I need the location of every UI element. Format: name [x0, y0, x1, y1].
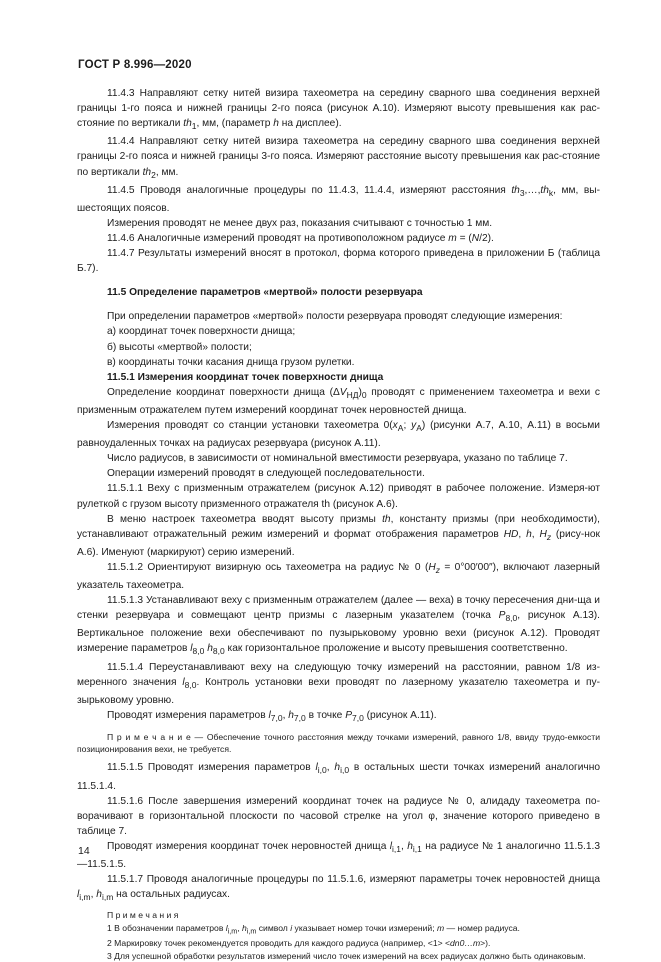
para-settings-menu: В меню настроек тахеометра вводят высоту призмы th, константу призмы (при необходимости), устанавливают отражательный режим измерений и формат отображения параметров HD, h, $H_z$ (рису-нок А.6). Именуют (маркируют) серию измерений.: [77, 513, 600, 558]
list-item: а) координат точек поверхности днища;: [107, 326, 296, 338]
para-bottom-coordinates: Определение координат поверхности днища $(\Delta V_{НД})_0$ проводят с применением тахеометра и вехи с призменным отражателем путем измерений координат точек неровностей днища.: [77, 386, 600, 416]
para-11-5-1-2: 11.5.1.2 Ориентируют визирную ось тахеометра на радиус № 0 $(H_z = 0^\circ 00'00'')$, включают лазерный указатель тахеометра.: [77, 561, 600, 592]
para-11-5-1-7: 11.5.1.7 Проводя аналогичные процедуры по 11.5.1.6, измеряют параметры точек неровностей днища $l_{i,m}$, $h_{i,m}$ на остальных радиусах.: [77, 874, 600, 903]
para-11-4-4: 11.4.4 Направляют сетку нитей визира тахеометра на середину сварного шва соединения верхней границы 2-го пояса и нижней границы 3-го пояса. Измеряют расстояние высоту превышения как рас-стояние по вертикали $th_2$, мм.: [77, 136, 600, 180]
para-measure-p7: Проводят измерения параметров $l_{7,0}$, $h_{7,0}$ в точке $P_{7,0}$ (рисунок А.11).: [107, 709, 437, 723]
notes-block: [77, 909, 600, 962]
page-body: [77, 86, 600, 962]
para-11-5-1-6: 11.5.1.6 После завершения измерений координат точек на радиусе № 0, алидаду тахеометра по-ворачивают в горизонтальной плоскости по часовой стрелке на угол φ, значение которого приведено в таблице 7.: [77, 795, 600, 837]
note-1: 1 В обозначении параметров $l_{i,m}$, $h_{i,m}$ символ i указывает номер точки измерений; m — номер радиуса.: [107, 922, 520, 936]
para-11-4-7: 11.4.7 Результаты измерений вносят в протокол, форма которого приведена в приложении Б (таблица Б.7).: [77, 248, 600, 275]
note-3: 3 Для успешной обработки результатов измерений число точек измерений на всех радиусах должно быть одинаковым.: [107, 950, 586, 961]
para-11-5-1-1: 11.5.1.1 Веху с призменным отражателем (рисунок А.12) приводят в рабочее положение. Измеря-ют рулеткой с грузом высоту призменного отражателя th (рисунок А.6).: [77, 483, 600, 510]
para-11-5-1-3: 11.5.1.3 Устанавливают веху с призменным отражателем (далее — веха) в точку пересечения дни-ща и стенки резервуара и совмещают центр призмы с лазерным указателем (точка $P_{8,0}$, рисунок А.13). Вертикальное положение вехи обеспечивают по пузырьковому уровню вехи (рисунок А.12). Проводят измерение параметров $l_{8,0}$ $h_{8,0}$ как горизонтальное проложение и высоту превышения соответственно.: [77, 595, 601, 657]
para-sequence: Операции измерений проводят в следующей последовательности.: [107, 468, 425, 480]
section-11-5-heading: 11.5 Определение параметров «мертвой» полости резервуара: [107, 287, 423, 299]
para-repeat: Измерения проводят не менее двух раз, показания считывают с точностью 1 мм.: [107, 217, 493, 229]
para-11-4-6: 11.4.6 Аналогичные измерений проводят на противоположном радиусе m = (N/2).: [107, 232, 494, 244]
note-2: 2 Маркировку точек рекомендуется проводить для каждого радиуса (например, <1> <dn0…m>).: [107, 938, 491, 949]
notes-label: П р и м е ч а н и я: [107, 910, 179, 921]
para-11-4-3: 11.4.3 Направляют сетку нитей визира тахеометра на середину сварного шва соединения верхней границы 1-го пояса и нижней границы 2-го пояса (рисунок А.10). Измеряют высоту превышения как рас-стояние по вертикали $th_1$, мм, (параметр h на дисплее).: [77, 88, 600, 132]
note-single: П р и м е ч а н и е — Обеспечение точного расстояния между точками измерений, равного 1/8, ввиду трудо-емкости позиционирования вехи, не требуется.: [77, 732, 600, 755]
section-11-5-1-heading: 11.5.1 Измерения координат точек поверхности днища: [107, 371, 384, 383]
para-11-5-1-4: 11.5.1.4 Переустанавливают веху на следующую точку измерений на расстоянии, равном 1/8 из-меренного значения $l_{8,0}$. Контроль установки вехи проводят по лазерному указателю тахеометра и пу-зырьковому уровню.: [77, 661, 600, 706]
page-number: 14: [78, 845, 90, 857]
list-item: б) высоты «мертвой» полости;: [107, 341, 252, 353]
list-item: в) координаты точки касания днища грузом рулетки.: [107, 356, 355, 368]
document-header: ГОСТ Р 8.996—2020: [78, 59, 192, 71]
para-station: Измерения проводят со станции установки тахеометра $0(x_A$; $y_A$) (рисунки А.7, А.10, А.11) в восьми равноудаленных точках на радиусах резервуара (рисунок А.11).: [77, 420, 600, 450]
para-11-4-5: 11.4.5 Проводя аналогичные процедуры по 11.4.3, 11.4.4, измеряют расстояния $th_3,\dots,th_k$, мм, вы-шестоящих поясов.: [77, 184, 600, 214]
para-radii-count: Число радиусов, в зависимости от номинальной вместимости резервуара, указано по таблице 7.: [107, 453, 568, 465]
para-dead-cavity-intro: При определении параметров «мертвой» полости резервуара проводят следующие измерения:: [107, 311, 563, 323]
para-11-5-1-5: 11.5.1.5 Проводят измерения параметров $l_{i,0}$, $h_{i,0}$ в остальных шести точках измерений аналогично 11.5.1.4.: [77, 762, 600, 792]
para-radius-1: Проводят измерения координат точек неровностей днища $l_{i,1}$, $h_{i,1}$ на радиусе № 1 аналогично 11.5.1.3—11.5.1.5.: [77, 840, 600, 871]
